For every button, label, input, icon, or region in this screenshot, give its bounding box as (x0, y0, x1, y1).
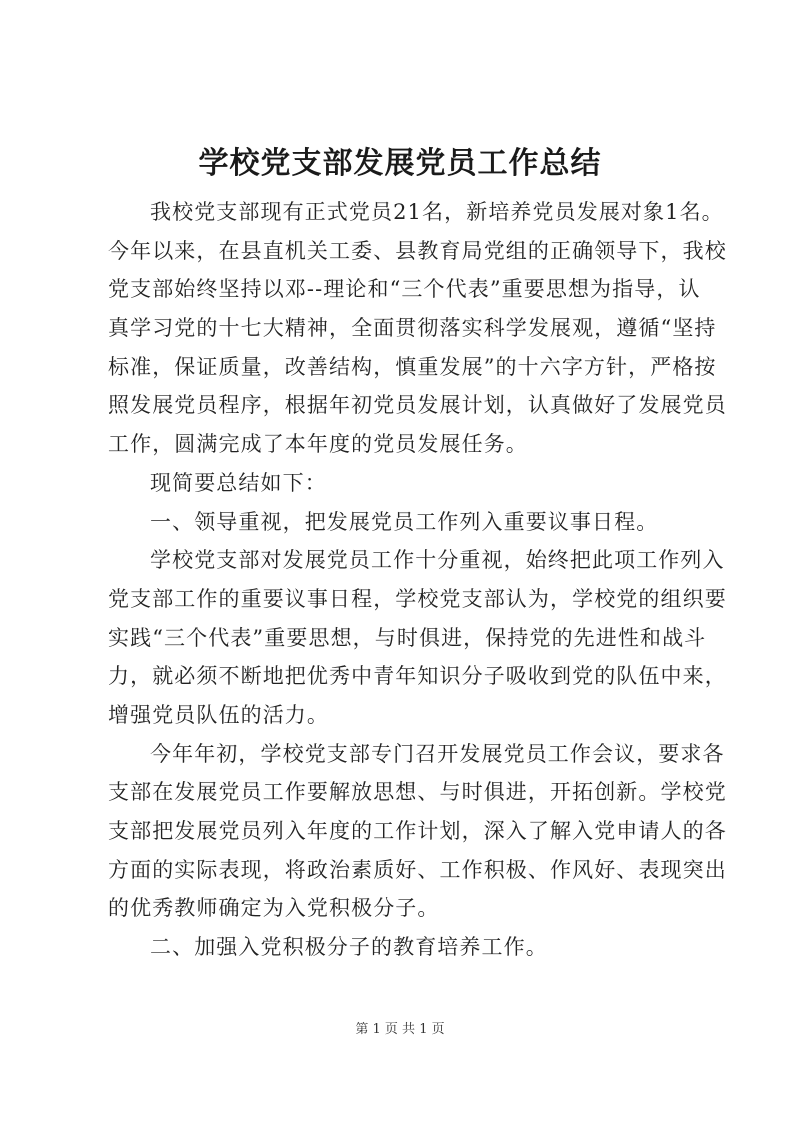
text-line: 党支部工作的重要议事日程，学校党支部认为，学校党的组织要 (108, 586, 727, 611)
text-line: 照发展党员程序，根据年初党员发展计划，认真做好了发展党员 (108, 393, 727, 418)
page-footer: 第 1 页 共 1 页 (355, 1022, 445, 1037)
text-line: 学校党支部对发展党员工作十分重视，始终把此项工作列入 (150, 548, 725, 573)
text-line: 今年年初，学校党支部专门召开发展党员工作会议，要求各 (150, 741, 725, 766)
paragraph (108, 503, 728, 542)
text-line: 现简要总结如下： (150, 470, 327, 495)
text-line: 真学习党的十七大精神，全面贯彻落实科学发展观，遵循“坚持 (108, 316, 717, 341)
paragraph (108, 193, 728, 464)
paragraph (108, 464, 728, 503)
paragraph (108, 541, 728, 734)
text-line: 支部在发展党员工作要解放思想、与时俱进，开拓创新。学校党 (108, 780, 727, 805)
text-line: 我校党支部现有正式党员21名，新培养党员发展对象1名。 (150, 200, 724, 224)
text-line: 实践“三个代表”重要思想，与时俱进，保持党的先进性和战斗 (108, 625, 707, 650)
document-body (108, 193, 728, 967)
paragraph (108, 928, 728, 967)
text-line: 的优秀教师确定为入党积极分子。 (108, 896, 440, 921)
text-line: 一、领导重视，把发展党员工作列入重要议事日程。 (150, 509, 659, 534)
document-title: 学校党支部发展党员工作总结 (198, 146, 602, 181)
text-line: 二、加强入党积极分子的教育培养工作。 (150, 935, 548, 960)
text-line: 今年以来，在县直机关工委、县教育局党组的正确领导下，我校 (108, 238, 727, 263)
text-line: 支部把发展党员列入年度的工作计划，深入了解入党申请人的各 (108, 819, 727, 843)
text-line: 增强党员队伍的活力。 (108, 702, 329, 727)
text-line: 标准，保证质量，改善结构，慎重发展”的十六字方针，严格按 (108, 354, 717, 379)
text-line: 党支部始终坚持以邓--理论和“三个代表”重要思想为指导，认 (108, 277, 701, 302)
text-line: 工作，圆满完成了本年度的党员发展任务。 (108, 432, 528, 457)
text-line: 方面的实际表现，将政治素质好、工作积极、作风好、表现突出 (108, 857, 727, 882)
text-line: 力，就必须不断地把优秀中青年知识分子吸收到党的队伍中来， (108, 664, 727, 689)
paragraph (108, 735, 728, 928)
